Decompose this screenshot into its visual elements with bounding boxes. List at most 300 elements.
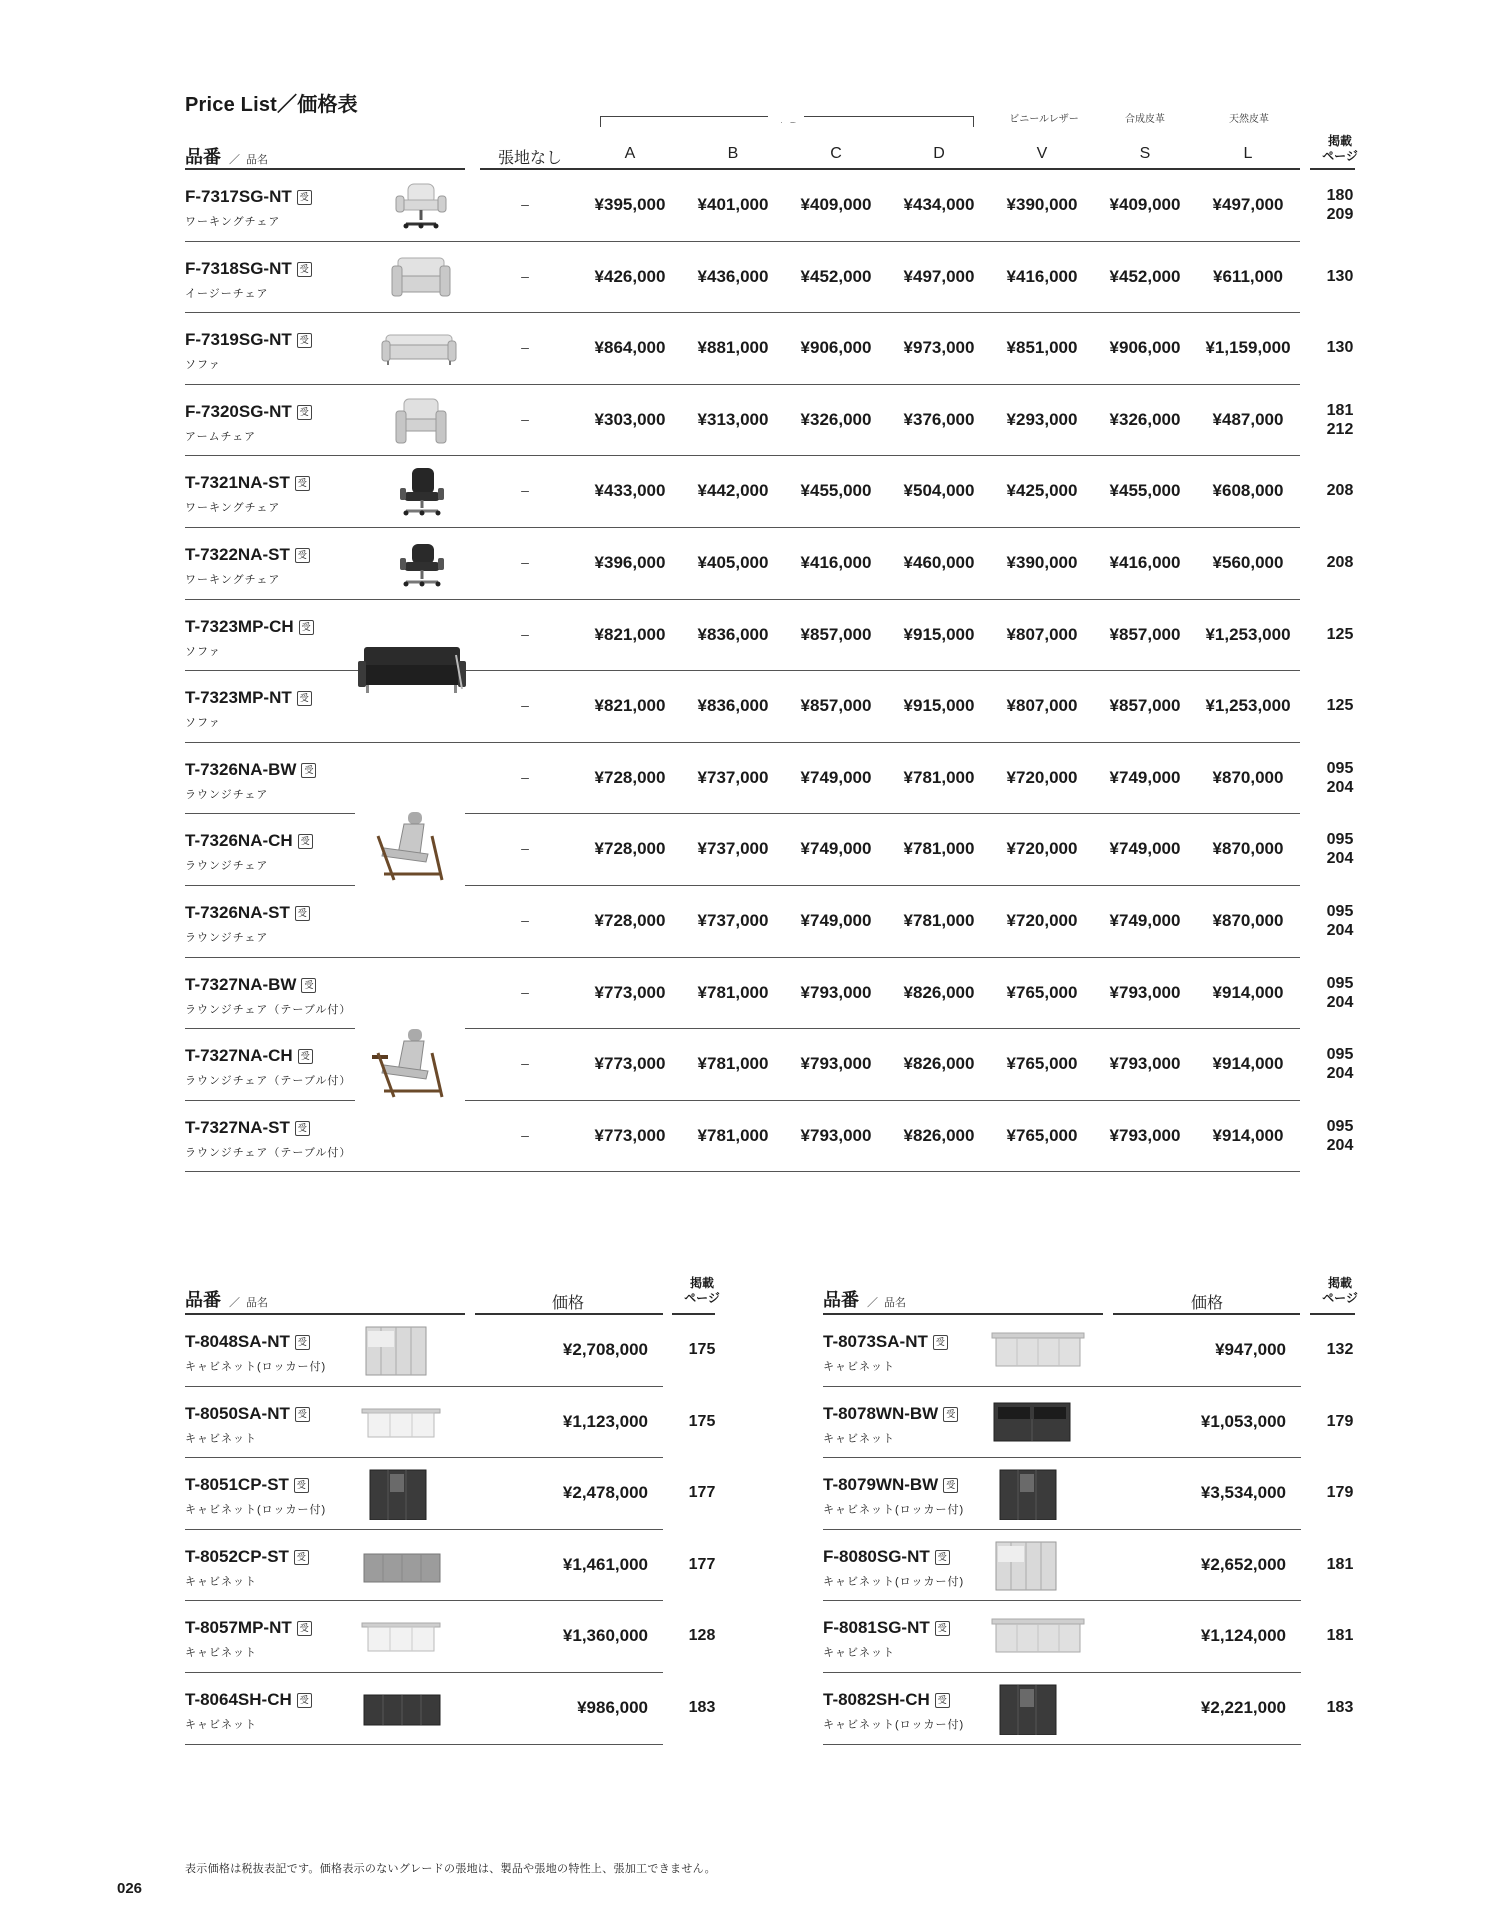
row-divider-prices <box>465 670 1300 671</box>
price-c: ¥857,000 <box>800 624 872 644</box>
lower-left-header-page-line1: 掲載 <box>689 1276 714 1290</box>
product-name: アームチェア <box>185 430 257 443</box>
page-reference: 179 <box>1326 1484 1354 1502</box>
made-to-order-mark: 受 <box>943 1407 958 1422</box>
made-to-order-mark: 受 <box>298 834 313 849</box>
made-to-order-mark: 受 <box>943 1478 958 1493</box>
price-d: ¥434,000 <box>903 195 975 214</box>
product-name: キャビネット <box>823 1432 895 1445</box>
locker-cabinet-light-icon <box>360 1325 432 1377</box>
header-col-a: A <box>624 145 636 162</box>
price: ¥2,652,000 <box>1200 1554 1286 1574</box>
lower-left-header-price: 価格 <box>551 1295 584 1312</box>
header-col-c: C <box>830 145 842 162</box>
product-name: ワーキングチェア <box>185 574 281 586</box>
page-reference <box>1310 401 1370 439</box>
price-l: ¥487,000 <box>1212 409 1284 429</box>
price-b: ¥436,000 <box>697 266 769 286</box>
product-code <box>823 1690 950 1710</box>
product-code-text: T-7323MP-NT <box>185 688 292 708</box>
price: ¥2,478,000 <box>562 1483 648 1503</box>
header-page <box>1310 134 1370 164</box>
page-ref-1: 095 <box>1326 974 1354 992</box>
made-to-order-mark: 受 <box>297 333 312 348</box>
made-to-order-mark: 受 <box>298 1049 313 1064</box>
row-divider-code <box>185 1028 355 1029</box>
product-code <box>185 1046 313 1066</box>
price: ¥3,534,000 <box>1200 1483 1286 1503</box>
header-line-code <box>185 168 465 170</box>
page-reference <box>1310 696 1370 715</box>
page-ref-1: 125 <box>1326 625 1354 643</box>
page-ref-1: 181 <box>1326 401 1354 419</box>
product-code <box>185 1547 309 1567</box>
header-page-line1: 掲載 <box>1327 134 1352 148</box>
page-ref-2: 204 <box>1326 1136 1354 1154</box>
office-chair-highback-icon <box>388 466 454 518</box>
price-a: ¥395,000 <box>594 195 666 214</box>
product-code <box>185 688 312 708</box>
row-divider-code <box>185 455 465 456</box>
product-name: キャビネット(ロッカー付) <box>185 1504 327 1517</box>
long-sofa-dark-icon <box>358 643 466 697</box>
price-d: ¥826,000 <box>903 982 975 1002</box>
price-l: ¥608,000 <box>1212 481 1284 501</box>
product-code <box>185 831 313 851</box>
locker-cabinet-light-icon <box>990 1540 1062 1592</box>
row-divider-prices <box>465 599 1300 600</box>
header-page-line2: ページ <box>1322 149 1358 163</box>
no-fabric-price: – <box>521 339 529 356</box>
header-col-s: S <box>1139 145 1151 162</box>
price-c: ¥906,000 <box>800 338 872 358</box>
made-to-order-mark: 受 <box>933 1335 948 1350</box>
no-fabric-price: – <box>521 625 529 642</box>
product-code-text: T-8079WN-BW <box>823 1475 939 1495</box>
price-d: ¥497,000 <box>903 266 975 286</box>
page-ref-2: 204 <box>1326 1065 1354 1083</box>
group-label-vinyl: ビニールレザー <box>1009 114 1079 125</box>
locker-cabinet-dark-icon <box>360 1468 432 1520</box>
row-divider <box>185 1744 663 1745</box>
made-to-order-mark: 受 <box>297 691 312 706</box>
page-ref-1: 125 <box>1326 697 1354 715</box>
price-b: ¥781,000 <box>697 982 769 1002</box>
lower-right-header-code <box>823 1286 906 1312</box>
page-reference <box>1310 338 1370 357</box>
made-to-order-mark: 受 <box>299 620 314 635</box>
row-divider-code <box>185 312 465 313</box>
no-fabric-price: – <box>521 912 529 928</box>
page-reference <box>1310 1117 1370 1155</box>
header-code-label: 品番 <box>185 147 221 167</box>
made-to-order-mark: 受 <box>295 476 310 491</box>
product-code-text: T-8048SA-NT <box>185 1332 290 1351</box>
locker-cabinet-dark-icon <box>990 1683 1062 1735</box>
price-v: ¥390,000 <box>1006 195 1078 214</box>
page-ref-2: 204 <box>1326 850 1354 868</box>
row-divider-prices <box>465 312 1300 313</box>
lower-right-header-price: 価格 <box>1190 1295 1223 1312</box>
price-v: ¥390,000 <box>1006 553 1078 572</box>
page-ref-2: 212 <box>1326 420 1354 438</box>
no-fabric-price: – <box>521 410 529 427</box>
price-c: ¥455,000 <box>800 481 872 501</box>
made-to-order-mark: 受 <box>295 1121 310 1136</box>
lower-left-header-name: 品名 <box>246 1297 268 1309</box>
row-divider-code <box>185 527 465 528</box>
product-code <box>823 1475 958 1495</box>
low-cabinet-white-icon <box>360 1611 444 1663</box>
row-divider-prices <box>465 742 1300 743</box>
lower-left-header-code <box>185 1286 268 1312</box>
lounge-chair-with-table-icon <box>370 1025 450 1105</box>
row-divider-code <box>185 742 465 743</box>
price-v: ¥807,000 <box>1006 624 1078 644</box>
header-name-label: 品名 <box>246 154 268 166</box>
row-divider-code <box>185 885 355 886</box>
lower-right-header-line-code <box>823 1313 1103 1315</box>
price-a: ¥728,000 <box>594 911 666 930</box>
product-code <box>823 1547 950 1567</box>
product-name: ワーキングチェア <box>185 502 281 515</box>
page-reference: 177 <box>688 1484 716 1502</box>
price-d: ¥915,000 <box>903 624 975 644</box>
price-v: ¥851,000 <box>1006 338 1078 358</box>
group-label-natural: 天然皮革 <box>1229 114 1269 125</box>
product-code-text: F-8081SG-NT <box>823 1618 930 1638</box>
product-name: ソファ <box>185 645 221 658</box>
price-s: ¥793,000 <box>1109 1054 1181 1074</box>
product-name: キャビネット <box>185 1719 257 1731</box>
product-code <box>823 1404 958 1424</box>
price-l: ¥870,000 <box>1212 767 1284 787</box>
price-l: ¥914,000 <box>1212 1054 1284 1074</box>
armchair-light-icon <box>388 395 454 447</box>
product-code <box>185 187 312 207</box>
page-ref-2: 204 <box>1326 778 1354 796</box>
page-reference: 175 <box>688 1341 716 1358</box>
page-ref-1: 095 <box>1326 759 1354 777</box>
page-ref-1: 208 <box>1326 482 1354 500</box>
product-code <box>823 1618 950 1638</box>
product-name: イージーチェア <box>185 287 269 300</box>
row-divider-prices <box>465 885 1300 886</box>
price-l: ¥611,000 <box>1213 266 1283 286</box>
price-a: ¥821,000 <box>594 624 666 644</box>
price-d: ¥826,000 <box>903 1054 975 1074</box>
header-col-d: D <box>933 145 945 162</box>
page-reference <box>1310 625 1370 644</box>
bracket-gap <box>768 110 804 122</box>
made-to-order-mark: 受 <box>301 978 316 993</box>
product-code <box>185 402 312 422</box>
lower-left-header-line-page <box>672 1313 715 1315</box>
price-a: ¥773,000 <box>594 1054 666 1074</box>
page-reference: 183 <box>1326 1699 1354 1716</box>
row-divider <box>823 1457 1301 1458</box>
easy-chair-light-icon <box>388 252 454 304</box>
product-code-text: T-7323MP-CH <box>185 616 294 636</box>
price-a: ¥773,000 <box>594 1125 666 1145</box>
product-name: キャビネット <box>823 1361 895 1373</box>
product-code-text: T-7321NA-ST <box>185 473 290 493</box>
product-code <box>185 617 314 637</box>
row-divider-prices <box>465 384 1300 385</box>
page-reference <box>1310 481 1370 500</box>
price: ¥1,053,000 <box>1200 1411 1286 1431</box>
header-col-v: V <box>1036 145 1048 162</box>
price-s: ¥416,000 <box>1109 553 1181 572</box>
lower-right-header-name: 品名 <box>884 1297 906 1309</box>
lounge-chair-icon <box>370 808 450 888</box>
price-v: ¥416,000 <box>1006 266 1078 286</box>
product-name: ラウンジチェア <box>185 788 269 801</box>
price: ¥1,124,000 <box>1200 1626 1286 1646</box>
lower-left-header-code-label: 品番 <box>185 1290 221 1310</box>
page-ref-1: 095 <box>1326 831 1354 849</box>
price-c: ¥857,000 <box>800 696 872 716</box>
product-code-text: T-7322NA-ST <box>185 545 290 564</box>
price: ¥1,461,000 <box>562 1554 648 1574</box>
row-divider-code <box>185 670 360 671</box>
header-col-b: B <box>727 145 739 162</box>
page-reference <box>1310 974 1370 1012</box>
page-reference: 183 <box>688 1699 716 1716</box>
price: ¥986,000 <box>577 1698 648 1717</box>
made-to-order-mark: 受 <box>295 1335 310 1350</box>
product-code-text: T-7327NA-BW <box>185 974 297 994</box>
made-to-order-mark: 受 <box>297 1621 312 1636</box>
made-to-order-mark: 受 <box>935 1550 950 1565</box>
header-line-page <box>1310 168 1355 170</box>
page-ref-1: 095 <box>1326 903 1354 920</box>
product-code-text: T-8057MP-NT <box>185 1618 292 1638</box>
row-divider-prices <box>465 1100 1300 1101</box>
price-d: ¥781,000 <box>903 911 975 930</box>
page-ref-2: 204 <box>1326 993 1354 1011</box>
product-code-text: T-8051CP-ST <box>185 1475 289 1495</box>
page-reference <box>1310 267 1370 286</box>
product-code <box>185 1618 312 1638</box>
price-c: ¥749,000 <box>800 767 872 787</box>
header-no-fabric: 張地なし <box>497 150 562 167</box>
product-code-text: F-7317SG-NT <box>185 187 292 206</box>
price-b: ¥405,000 <box>697 553 769 572</box>
price: ¥1,123,000 <box>562 1411 648 1431</box>
row-divider-prices <box>465 813 1300 814</box>
product-code-text: T-8050SA-NT <box>185 1403 290 1423</box>
price-d: ¥915,000 <box>903 696 975 716</box>
price-v: ¥807,000 <box>1006 696 1078 716</box>
no-fabric-price: – <box>521 196 529 212</box>
product-code-text: T-8078WN-BW <box>823 1403 939 1423</box>
price-v: ¥720,000 <box>1006 911 1078 930</box>
made-to-order-mark: 受 <box>294 1478 309 1493</box>
low-cabinet-dark-icon <box>360 1683 444 1735</box>
price-c: ¥452,000 <box>800 266 872 286</box>
price: ¥1,360,000 <box>562 1626 648 1646</box>
product-code-text: T-7326NA-BW <box>185 759 297 779</box>
low-cabinet-white-icon <box>360 1397 444 1449</box>
header-code <box>185 143 268 169</box>
price-s: ¥749,000 <box>1109 767 1181 787</box>
price-l: ¥560,000 <box>1212 553 1284 572</box>
made-to-order-mark: 受 <box>295 1407 310 1422</box>
price-l: ¥1,253,000 <box>1205 624 1291 644</box>
made-to-order-mark: 受 <box>295 906 310 921</box>
product-code <box>185 1475 309 1495</box>
page-ref-1: 130 <box>1326 339 1354 357</box>
price-a: ¥426,000 <box>594 266 666 286</box>
product-name: キャビネット(ロッカー付) <box>823 1504 965 1517</box>
price-d: ¥973,000 <box>903 338 975 358</box>
page-reference: 179 <box>1326 1412 1354 1430</box>
product-code-text: T-7327NA-ST <box>185 1117 290 1137</box>
price-a: ¥396,000 <box>594 553 666 572</box>
product-code-text: F-7319SG-NT <box>185 330 292 350</box>
price-b: ¥737,000 <box>697 767 769 787</box>
lower-right-header-slash: ／ <box>867 1297 878 1309</box>
price-c: ¥409,000 <box>800 195 872 214</box>
lower-left-header-page-line2: ページ <box>684 1291 720 1305</box>
page-reference <box>1310 553 1370 572</box>
product-name: キャビネット <box>185 1575 257 1588</box>
product-name: キャビネット(ロッカー付) <box>823 1719 965 1731</box>
price-d: ¥826,000 <box>903 1125 975 1145</box>
row-divider-code <box>185 957 465 958</box>
low-cabinet-light-icon <box>990 1611 1086 1663</box>
price-l: ¥914,000 <box>1212 982 1284 1002</box>
open-cabinet-dark-icon <box>990 1397 1074 1449</box>
price-v: ¥293,000 <box>1006 409 1078 429</box>
price-l: ¥914,000 <box>1212 1125 1284 1145</box>
price-l: ¥497,000 <box>1212 195 1284 214</box>
price-d: ¥781,000 <box>903 767 975 787</box>
price-b: ¥881,000 <box>697 338 769 358</box>
price-s: ¥326,000 <box>1109 409 1181 429</box>
product-code <box>185 975 316 995</box>
lower-right-header-line-page <box>1310 1313 1355 1315</box>
price-s: ¥749,000 <box>1109 839 1181 859</box>
page-reference: 175 <box>688 1412 716 1430</box>
footnote: 表示価格は税抜表記です。価格表示のないグレードの張地は、製品や張地の特性上、張加工できません。 <box>185 1863 716 1875</box>
page-ref-1: 130 <box>1326 267 1354 285</box>
price: ¥2,708,000 <box>562 1340 648 1359</box>
page-ref-1: 095 <box>1326 1046 1354 1064</box>
made-to-order-mark: 受 <box>297 262 312 277</box>
office-armchair-light-icon <box>388 180 454 232</box>
product-code <box>185 330 312 350</box>
made-to-order-mark: 受 <box>295 548 310 563</box>
page-reference: 177 <box>688 1555 716 1573</box>
price-s: ¥906,000 <box>1109 338 1181 358</box>
price: ¥947,000 <box>1215 1340 1286 1359</box>
office-chair-icon <box>388 538 454 590</box>
row-divider-code <box>185 1171 465 1172</box>
product-code-text: F-7318SG-NT <box>185 258 292 278</box>
product-code-text: T-8064SH-CH <box>185 1690 292 1709</box>
row-divider-prices <box>465 241 1300 242</box>
lower-right-header-page <box>1310 1276 1370 1306</box>
product-code <box>185 903 310 923</box>
price-a: ¥773,000 <box>594 982 666 1002</box>
price-c: ¥793,000 <box>800 982 872 1002</box>
row-divider <box>823 1744 1301 1745</box>
lower-right-header-line-price <box>1113 1313 1300 1315</box>
product-code-text: T-8073SA-NT <box>823 1332 928 1351</box>
product-code <box>185 545 310 565</box>
price-l: ¥1,253,000 <box>1205 696 1291 716</box>
page-reference: 132 <box>1326 1341 1354 1358</box>
product-code <box>185 259 312 279</box>
row-divider-code <box>185 813 355 814</box>
row-divider-prices <box>465 455 1300 456</box>
made-to-order-mark: 受 <box>297 405 312 420</box>
row-divider <box>823 1529 1301 1530</box>
product-code-text: F-8080SG-NT <box>823 1546 930 1566</box>
product-code <box>185 1118 310 1138</box>
header-slash: ／ <box>229 154 240 166</box>
made-to-order-mark: 受 <box>294 1550 309 1565</box>
product-code <box>185 1404 310 1424</box>
price-v: ¥765,000 <box>1006 1125 1078 1145</box>
price-c: ¥749,000 <box>800 839 872 859</box>
no-fabric-price: – <box>521 482 529 499</box>
lower-left-header-line-price <box>475 1313 663 1315</box>
page-ref-1: 180 <box>1326 187 1354 204</box>
no-fabric-price: – <box>521 554 529 570</box>
product-name: キャビネット <box>185 1432 257 1445</box>
product-name: ワーキングチェア <box>185 216 281 228</box>
page-reference <box>1310 830 1370 868</box>
price-v: ¥425,000 <box>1006 481 1078 501</box>
price-s: ¥857,000 <box>1109 696 1181 716</box>
price-a: ¥864,000 <box>594 338 666 358</box>
page-reference: 128 <box>688 1627 716 1645</box>
price-v: ¥765,000 <box>1006 1054 1078 1074</box>
price-s: ¥409,000 <box>1109 195 1181 214</box>
row-divider <box>185 1529 663 1530</box>
product-name: ラウンジチェア <box>185 860 269 873</box>
page-title: Price List／価格表 <box>185 94 358 116</box>
price-a: ¥303,000 <box>594 409 666 429</box>
row-divider <box>823 1386 1301 1387</box>
price-c: ¥793,000 <box>800 1125 872 1145</box>
made-to-order-mark: 受 <box>935 1621 950 1636</box>
lower-left-header-page <box>672 1276 732 1306</box>
price-c: ¥326,000 <box>800 409 872 429</box>
row-divider-prices <box>465 957 1300 958</box>
price-l: ¥1,159,000 <box>1205 338 1291 358</box>
page-reference: 181 <box>1326 1627 1354 1645</box>
page-ref-2: 204 <box>1326 922 1354 939</box>
no-fabric-price: – <box>521 697 529 714</box>
page-reference <box>1310 759 1370 797</box>
price-a: ¥728,000 <box>594 767 666 787</box>
row-divider-code <box>185 384 465 385</box>
no-fabric-price: – <box>521 840 529 857</box>
group-label-synthetic: 合成皮革 <box>1125 114 1165 125</box>
product-name: ソファ <box>185 359 221 372</box>
price-s: ¥793,000 <box>1109 982 1181 1002</box>
product-code <box>185 1332 310 1352</box>
product-code-text: T-8052CP-ST <box>185 1546 289 1566</box>
product-name: キャビネット(ロッカー付) <box>823 1575 965 1588</box>
no-fabric-price: – <box>521 1055 529 1072</box>
locker-cabinet-dark-icon <box>990 1468 1062 1520</box>
price-b: ¥781,000 <box>697 1054 769 1074</box>
